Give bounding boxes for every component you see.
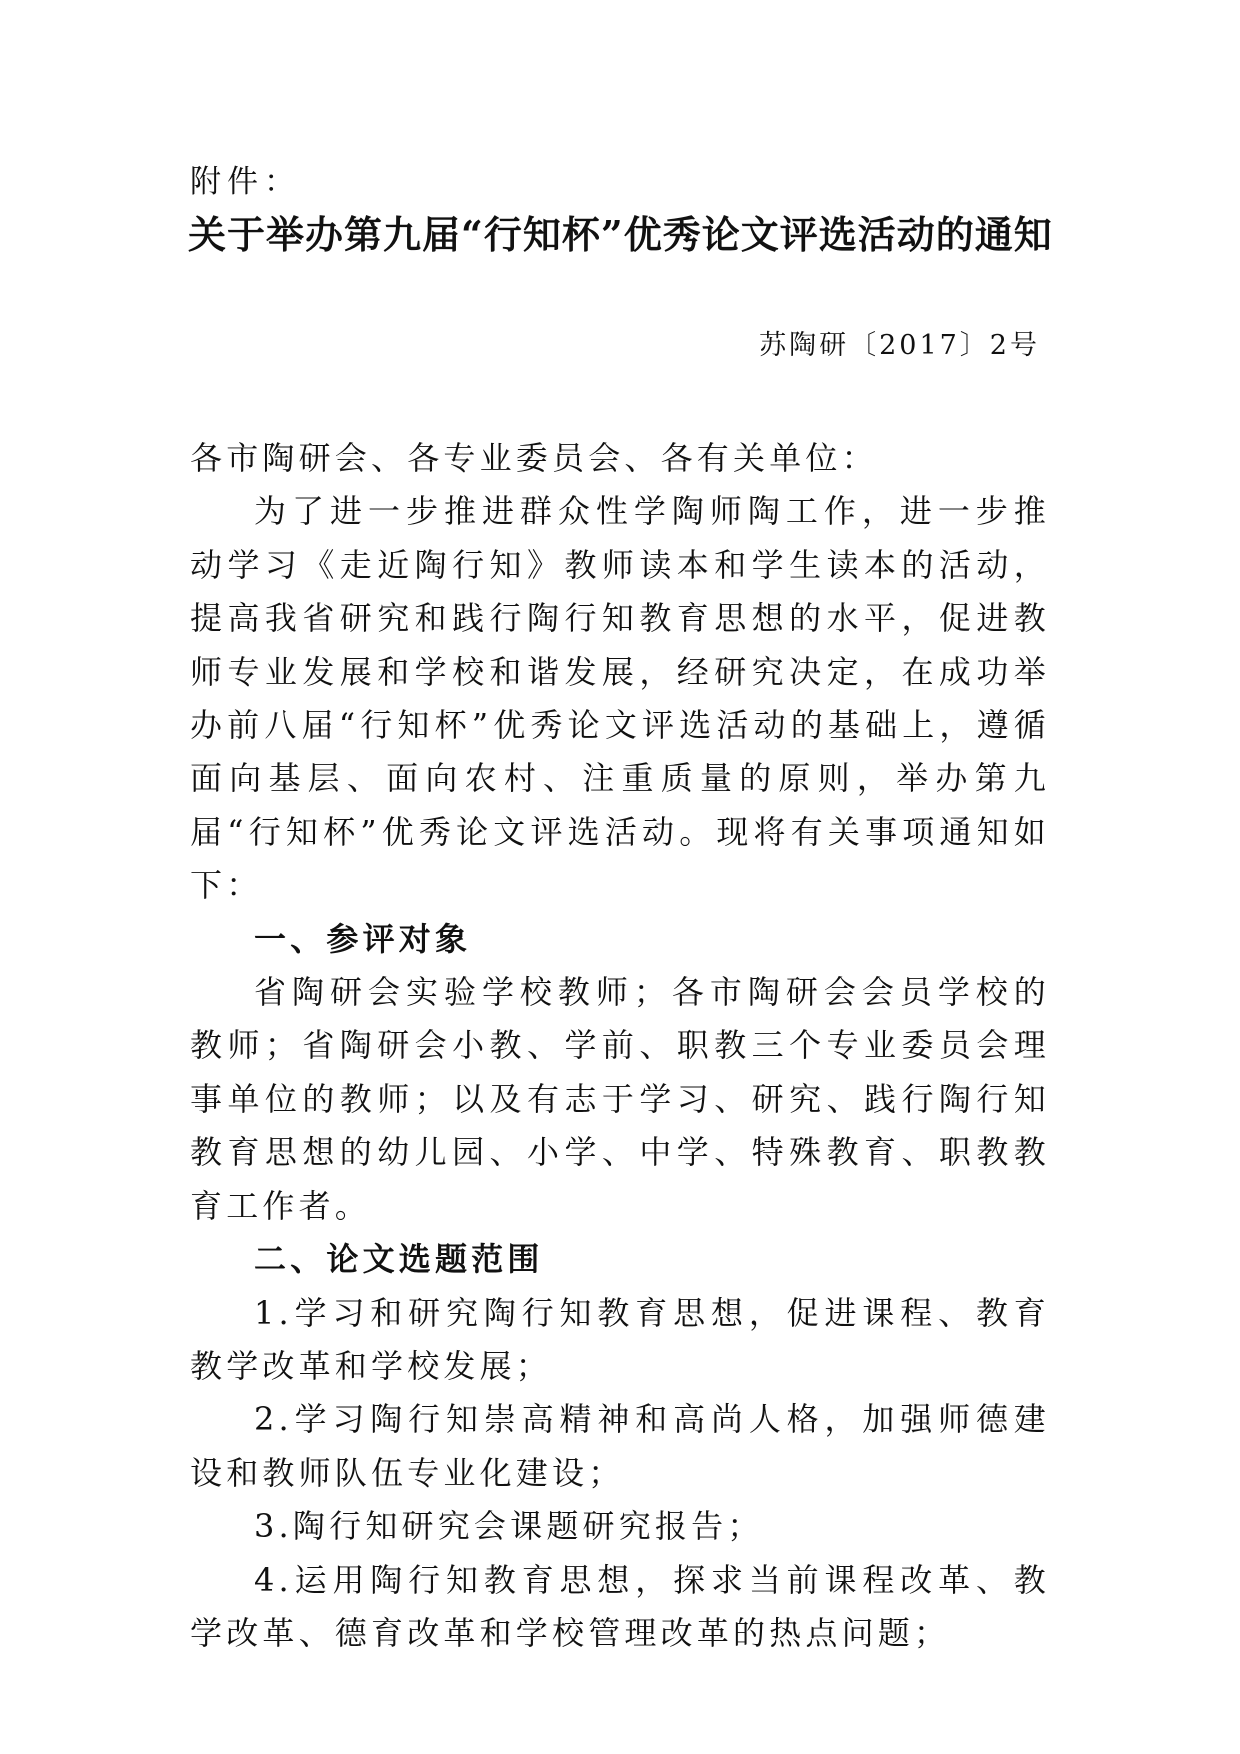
topic-item-2: 2.学习陶行知崇高精神和高尚人格，加强师德建设和教师队伍专业化建设； bbox=[190, 1400, 1050, 1492]
salutation: 各市陶研会、各专业委员会、各有关单位： bbox=[190, 439, 878, 477]
section-heading-participants: 一、参评对象 bbox=[254, 919, 472, 958]
participants-paragraph: 省陶研会实验学校教师；各市陶研会会员学校的教师；省陶研会小教、学前、职教三个专业委员会理事单位的教师；以及有志于学习、研究、践行陶行知教育思想的幼儿园、小学、中学、特殊教育、职教教育工作者。 bbox=[190, 973, 1050, 1225]
intro-paragraph: 为了进一步推进群众性学陶师陶工作，进一步推动学习《走近陶行知》教师读本和学生读本的活动，提高我省研究和践行陶行知教育思想的水平，促进教师专业发展和学校和谐发展，经研究决定，在成功举办前八届“行知杯”优秀论文评选活动的基础上，遵循面向基层、面向农村、注重质量的原则，举办第九届“行知杯”优秀论文评选活动。现将有关事项通知如下： bbox=[190, 492, 1050, 905]
attachment-label: 附件： bbox=[190, 164, 301, 200]
topic-item-1: 1.学习和研究陶行知教育思想，促进课程、教育教学改革和学校发展； bbox=[190, 1293, 1050, 1385]
document-title: 关于举办第九届“行知杯”优秀论文评选活动的通知 bbox=[188, 212, 1053, 257]
topic-item-3: 3.陶行知研究会课题研究报告； bbox=[254, 1507, 764, 1546]
document-body bbox=[190, 432, 1050, 1660]
section-heading-topics: 二、论文选题范围 bbox=[254, 1240, 544, 1279]
document-number: 苏陶研〔2017〕2号 bbox=[759, 330, 1040, 361]
topic-item-4: 4.运用陶行知教育思想，探求当前课程改革、教学改革、德育改革和学校管理改革的热点问题； bbox=[190, 1560, 1050, 1652]
